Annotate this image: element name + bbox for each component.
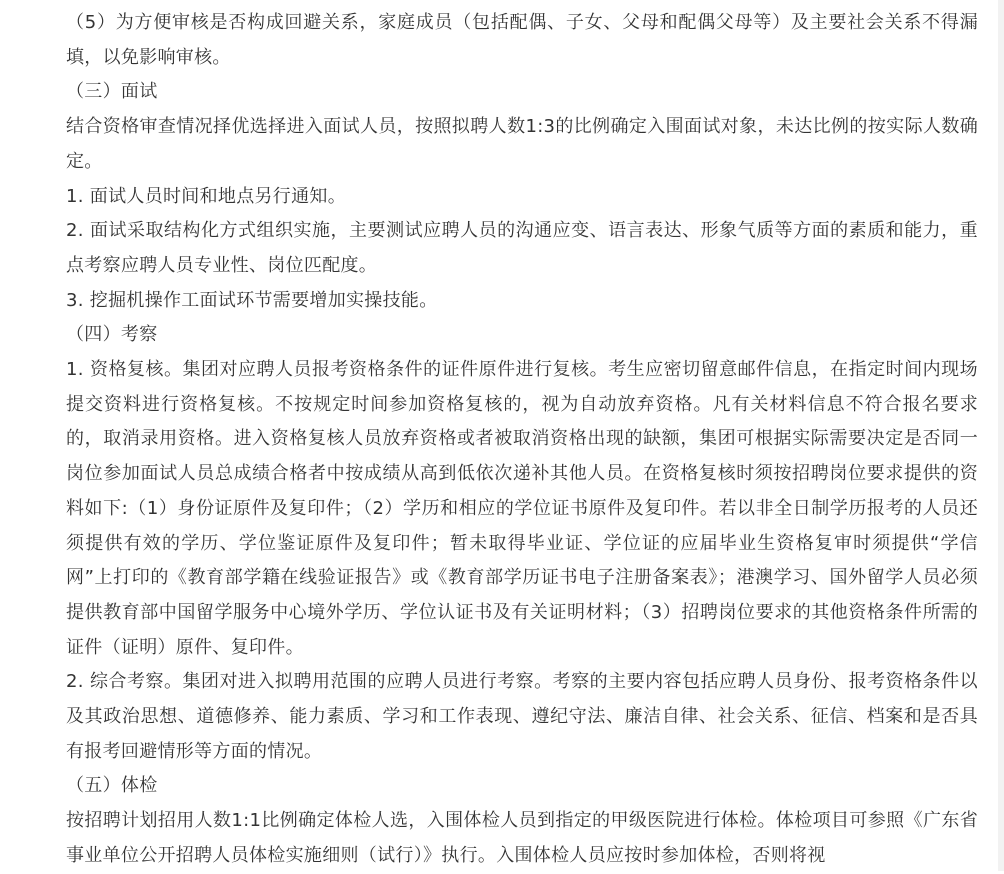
paragraph-comprehensive-inspection: 2. 综合考察。集团对进入拟聘用范围的应聘人员进行考察。考察的主要内容包括应聘人员身份、报考资格条件以及其政治思想、道德修养、能力素质、学习和工作表现、遵纪守法、廉洁自律、社会关系、征信、档案和是否具有报考回避情形等方面的情况。 — [66, 671, 978, 762]
paragraph-interview-time: 1. 面试人员时间和地点另行通知。 — [66, 185, 346, 207]
paragraph-qualification-review: 1. 资格复核。集团对应聘人员报考资格条件的证件原件进行复核。考生应密切留意邮件信息，在指定时间内现场提交资料进行资格复核。不按规定时间参加资格复核的，视为自动放弃资格。凡有关材料信息不符合报名要求的，取消录用资格。进入资格复核人员放弃资格或者被取消资格出现的缺额，集团可根据实际需要决定是否同一岗位参加面试人员总成绩合格者中按成绩从高到低依次递补其他人员。在资格复核时须按招聘岗位要求提供的资料如下:（1）身份证原件及复印件；（2）学历和相应的学位证书原件及复印件。若以非全日制学历报考的人员还须提供有效的学历、学位鉴证原件及复印件；暂未取得毕业证、学位证的应届毕业生资格复审时须提供“学信网”上打印的《教育部学籍在线验证报告》或《教育部学历证书电子注册备案表》；港澳学习、国外留学人员必须提供教育部中国留学服务中心境外学历、学位认证书及有关证明材料；（3）招聘岗位要求的其他资格条件所需的证件（证明）原件、复印件。 — [66, 359, 978, 658]
vertical-scrollbar[interactable] — [998, 0, 1004, 871]
paragraph-excavator-skill: 3. 挖掘机操作工面试环节需要增加实操技能。 — [66, 289, 438, 311]
section-heading-inspection: （四）考察 — [66, 324, 158, 346]
paragraph-medical-exam: 按招聘计划招用人数1:1比例确定体检人选，入围体检人员到指定的甲级医院进行体检。体检项目可参照《广东省事业单位公开招聘人员体检实施细则（试行）》执行。入围体检人员应按时参加体检，否则将视 — [66, 810, 978, 866]
article-body — [66, 6, 978, 874]
section-heading-medical: （五）体检 — [66, 775, 158, 797]
section-heading-interview: （三）面试 — [66, 81, 158, 103]
paragraph-family-members: （5）为方便审核是否构成回避关系，家庭成员（包括配偶、子女、父母和配偶父母等）及主要社会关系不得漏填，以免影响审核。 — [66, 12, 978, 68]
paragraph-interview-selection: 结合资格审查情况择优选择进入面试人员，按照拟聘人数1:3的比例确定入围面试对象，未达比例的按实际人数确定。 — [66, 116, 978, 172]
paragraph-interview-method: 2. 面试采取结构化方式组织实施，主要测试应聘人员的沟通应变、语言表达、形象气质等方面的素质和能力，重点考察应聘人员专业性、岗位匹配度。 — [66, 220, 978, 276]
